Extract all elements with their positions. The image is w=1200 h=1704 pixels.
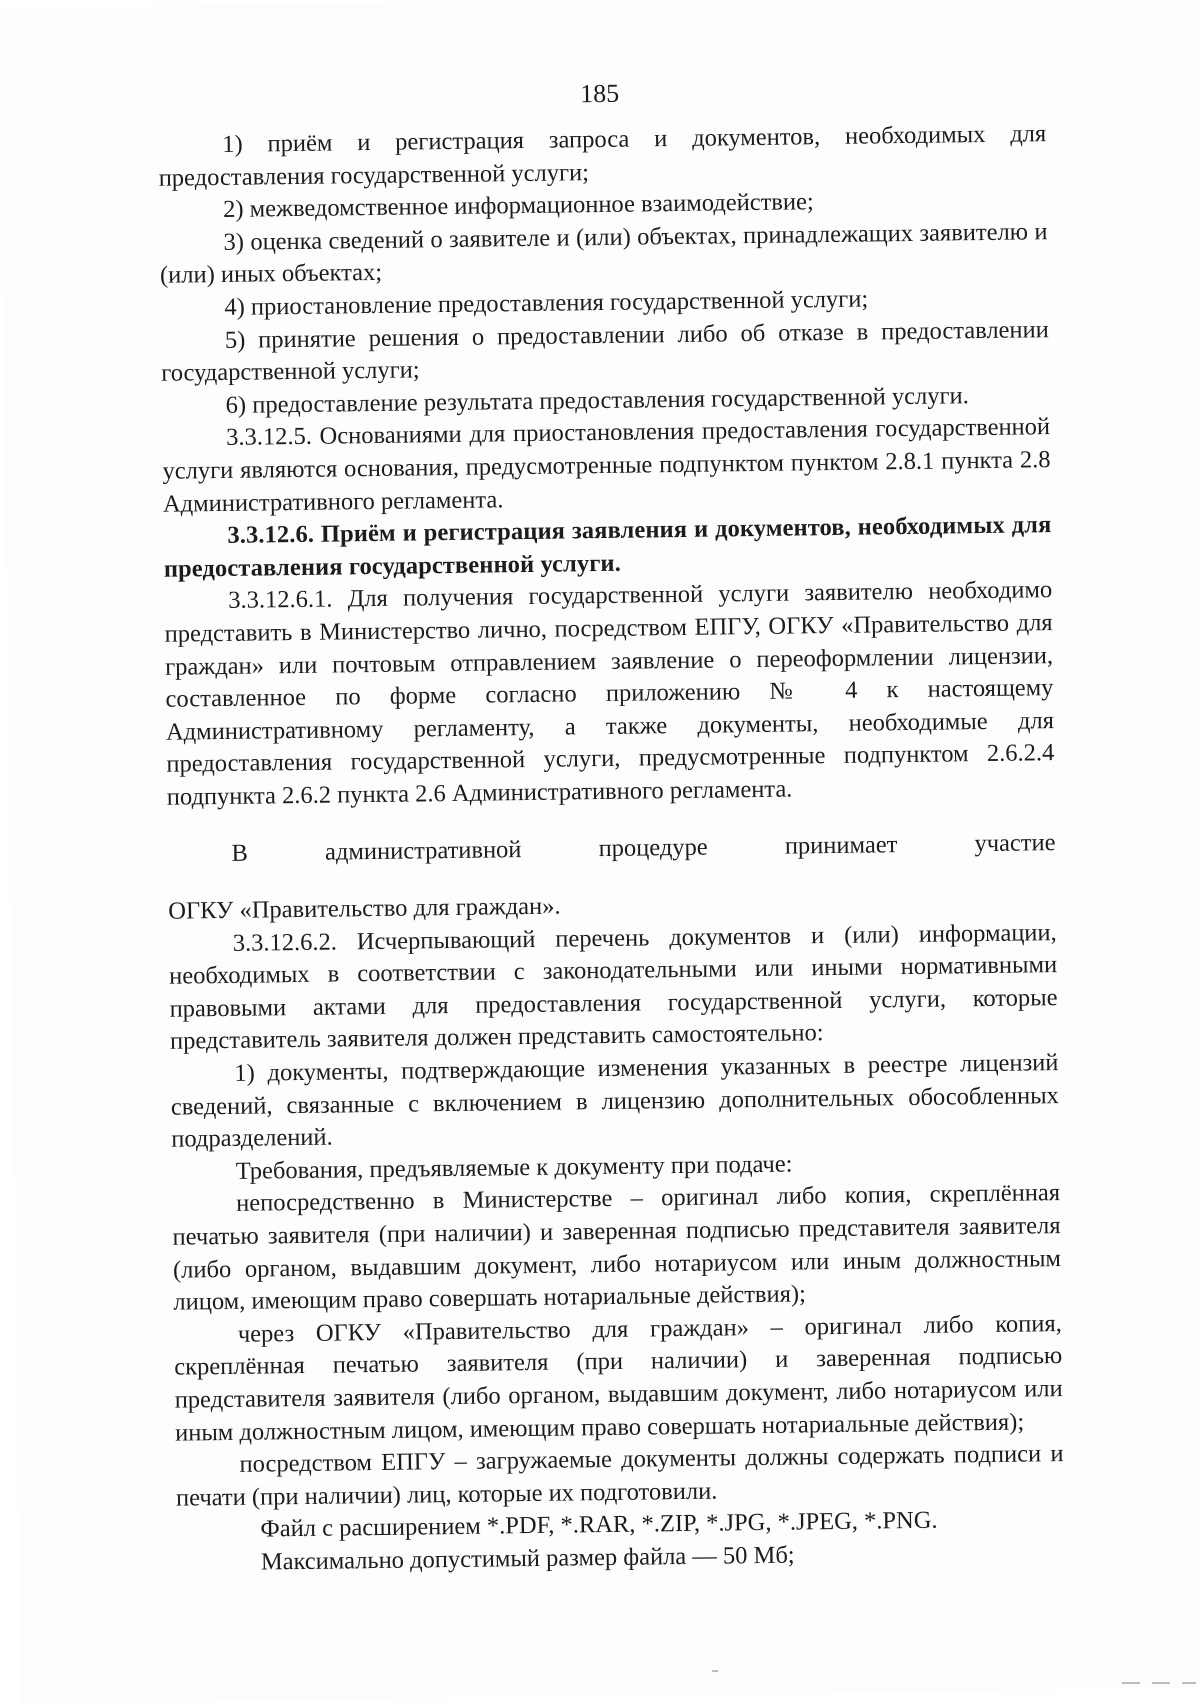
requirement-ministry: непосредственно в Министерстве – оригинал либо копия, скреплённая печатью заявителя (при наличии) и заверенная подписью представителя заявителя (либо органом, выдавшим документ, либо нотариусом или иным должностным лицом, имеющим право совершать нотариальные действия);: [172, 1179, 1062, 1316]
list-item-4: 4) приостановление предоставления государственной услуги;: [224, 285, 869, 321]
requirement-epgu: посредством ЕПГУ – загружаемые документы должны содержать подписи и печати (при наличии) лиц, которые их подготовили.: [175, 1440, 1064, 1512]
clause-3-3-12-6-2: 3.3.12.6.2. Исчерпывающий перечень документов и (или) информации, необходимых в соответствии с законодательными или иными нормативными правовыми актами для предоставления государственной услуги, которые представитель заявителя должен представить самостоятельно:: [168, 918, 1058, 1056]
list-item-6: 6) предоставление результата предоставления государственной услуги.: [225, 381, 969, 419]
list-item-1: 1) приём и регистрация запроса и документов, необходимых для предоставления государственной услуги;: [158, 120, 1047, 192]
max-file-size: Максимально допустимый размер файла — 50 Мб;: [260, 1541, 795, 1576]
requirement-ogku: через ОГКУ «Правительство для граждан» – оригинал либо копия, скреплённая печатью заявителя (при наличии) и заверенная подписью представителя заявителя (либо органом, выдавшим документ, либо нотариусом или иным должностным лицом, имеющим право совершать нотариальные действия);: [174, 1309, 1063, 1447]
requirements-heading: Требования, предъявляемые к документу при подаче:: [235, 1150, 793, 1185]
document-body: [158, 118, 1065, 1580]
list-item-5: 5) принятие решения о предоставлении либо об отказе в предоставлении государственной услуги;: [161, 315, 1049, 387]
page-number: 185: [579, 78, 620, 109]
list-item-3: 3) оценка сведений о заявителе и (или) объектах, принадлежащих заявителю и (или) иных объектах;: [159, 217, 1048, 290]
file-extensions: Файл с расширением *.PDF, *.RAR, *.ZIP, *.JPG, *.JPEG, *.PNG.: [260, 1507, 938, 1543]
participation-org: ОГКУ «Правительство для граждан».: [168, 892, 561, 925]
list-item-2: 2) межведомственное информационное взаимодействие;: [222, 188, 814, 224]
participation-line: В административной процедуре принимает участие: [231, 829, 1056, 867]
clause-3-3-12-5: 3.3.12.5. Основаниями для приостановления предоставления государственной услуги являются основания, предусмотренные подпунктом пунктом 2.8.1 пункта 2.8 Административного регламента.: [162, 413, 1051, 518]
clause-3-3-12-6-1: 3.3.12.6.1. Для получения государственной услуги заявителю необходимо представить в Министерство лично, посредством ЕПГУ, ОГКУ «Правительство для граждан» или почтовым отправлением заявление о переоформлении лицензии, составленное по форме согласно приложению № 4 к настоящему Административному регламенту, а также документы, необходимые для предоставления государственной услуги, предусмотренные подпунктом 2.6.2.4 подпункта 2.6.2 пункта 2.6 Административного регламента.: [164, 576, 1055, 811]
section-heading-3-3-12-6: 3.3.12.6. Приём и регистрация заявления и документов, необходимых для предоставления государственной услуги.: [163, 511, 1052, 583]
document-item-1: 1) документы, подтверждающие изменения указанных в реестре лицензий сведений, связанные с включением в лицензию дополнительных обособленных подразделений.: [170, 1049, 1059, 1153]
